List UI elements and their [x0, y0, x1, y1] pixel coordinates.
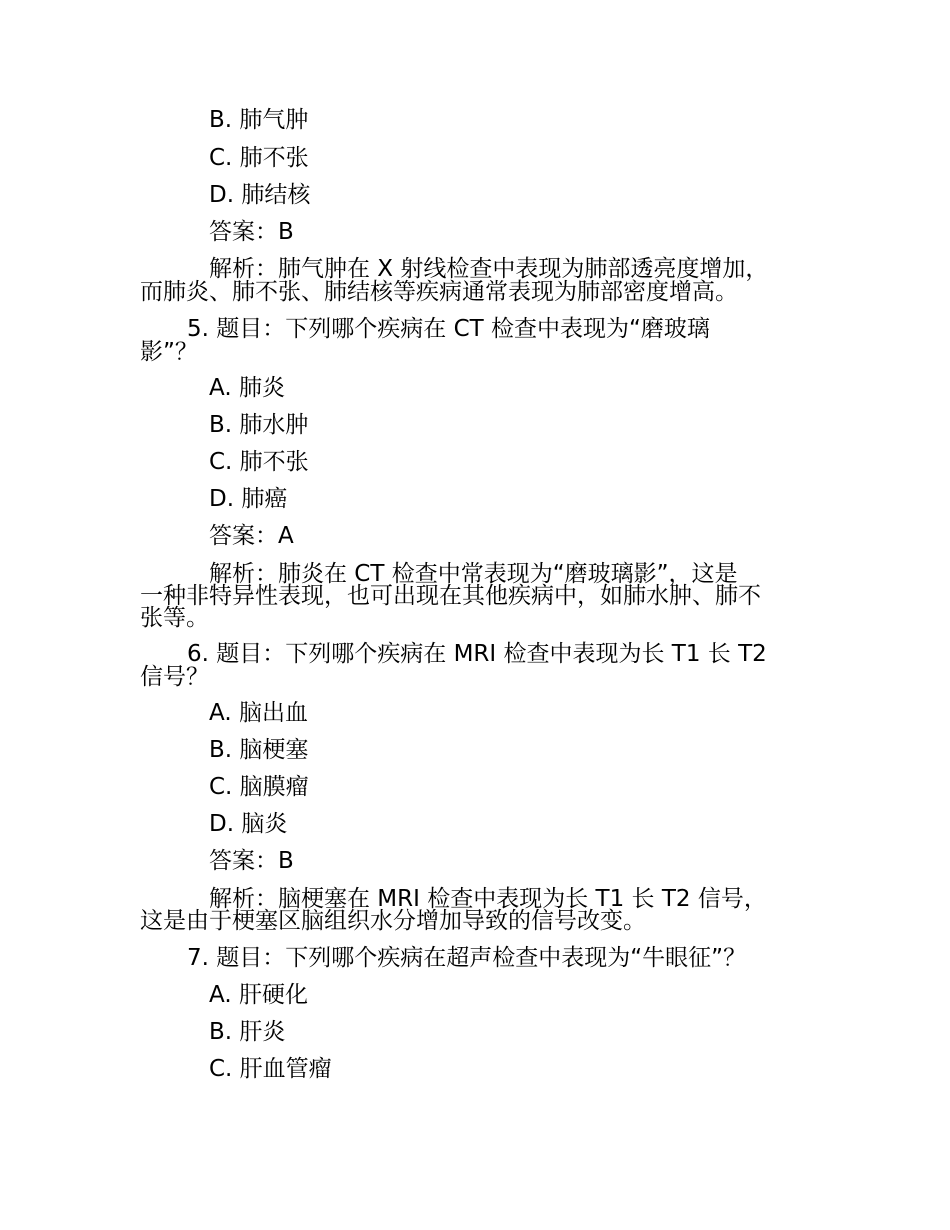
q5-question-line2: 影”？: [140, 339, 198, 365]
q4-explanation-line2: 而肺炎、肺不张、肺结核等疾病通常表现为肺部密度增高。: [140, 279, 738, 305]
q5-explanation-line3: 张等。: [140, 605, 209, 631]
q6-explanation-line2: 这是由于梗塞区脑组织水分增加导致的信号改变。: [140, 908, 646, 934]
q5-option-b: B. 肺水肿: [209, 412, 309, 438]
q6-option-b: B. 脑梗塞: [209, 737, 309, 763]
q7-question-line1: 7. 题目：下列哪个疾病在超声检查中表现为“牛眼征”？: [187, 945, 747, 971]
q4-answer: 答案：B: [209, 219, 294, 245]
q6-explanation-line1: 解析：脑梗塞在 MRI 检查中表现为长 T1 长 T2 信号，: [209, 886, 767, 912]
q6-option-a: A. 脑出血: [209, 700, 308, 726]
q5-explanation-line1: 解析：肺炎在 CT 检查中常表现为“磨玻璃影”，这是: [209, 561, 738, 587]
q6-option-d: D. 脑炎: [209, 811, 288, 837]
q7-option-a: A. 肝硬化: [209, 982, 308, 1008]
q4-option-c: C. 肺不张: [209, 145, 309, 171]
q5-option-c: C. 肺不张: [209, 449, 309, 475]
q6-question-line1: 6. 题目：下列哪个疾病在 MRI 检查中表现为长 T1 长 T2: [187, 641, 767, 667]
q6-question-line2: 信号？: [140, 664, 209, 690]
q5-option-d: D. 肺癌: [209, 486, 288, 512]
q6-answer: 答案：B: [209, 848, 294, 874]
q7-option-c: C. 肝血管瘤: [209, 1056, 332, 1082]
q4-explanation-line1: 解析：肺气肿在 X 射线检查中表现为肺部透亮度增加，: [209, 256, 769, 282]
q5-explanation-line2: 一种非特异性表现，也可出现在其他疾病中，如肺水肿、肺不: [140, 583, 761, 609]
q7-option-b: B. 肝炎: [209, 1019, 286, 1045]
q6-option-c: C. 脑膜瘤: [209, 774, 309, 800]
q5-option-a: A. 肺炎: [209, 375, 285, 401]
q4-option-b: B. 肺气肿: [209, 107, 309, 133]
q5-answer: 答案：A: [209, 523, 294, 549]
q5-question-line1: 5. 题目：下列哪个疾病在 CT 检查中表现为“磨玻璃: [187, 316, 710, 342]
q4-option-d: D. 肺结核: [209, 182, 311, 208]
